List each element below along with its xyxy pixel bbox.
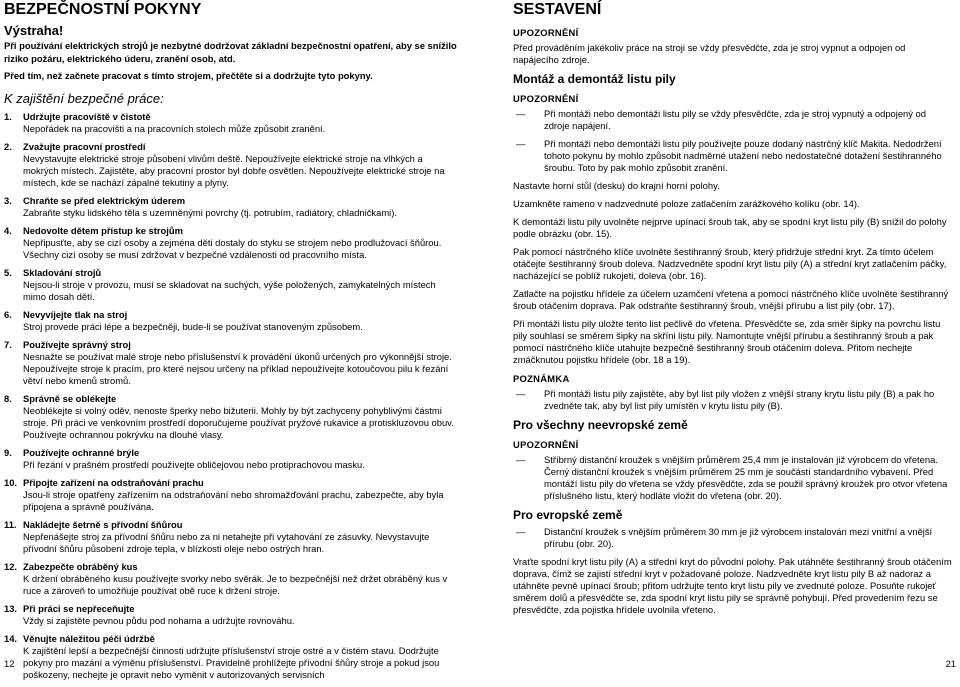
item-body: Nesnažte se používat malé stroje nebo příslušenství k provádění úkonů určených pro výkonnější stroje. Nepoužívejte stroje k pracím, pro které nejsou určeny na příklad nepoužívejte kotoučovou pilu k řezání větví nebo kmenů stromů. <box>23 351 452 386</box>
warning-heading: Výstraha! <box>4 23 64 38</box>
caution-label: UPOZORNĚNÍ <box>513 439 579 450</box>
item-body: K zajištění lepší a bezpečnější činnosti udržujte příslušenství stroje ostré a v čistém stavu. Dodržujte pokyny pro mazání a výměnu příslušenství. Pravidelně prohlížejte přívodní šňůry stroje a pokud jsou poškozeny, nechejte je opravit nebo vyměnit v autorizovaných servisních <box>23 645 440 680</box>
safety-item <box>4 393 460 441</box>
item-title: Skladování strojů <box>23 267 102 278</box>
safety-item <box>4 603 460 627</box>
caution-text: Před prováděním jakékoliv práce na stroji se vždy přesvědčte, zda je stroj vypnut a odpojen od napájecího zdroje. <box>513 42 906 65</box>
item-title: Udržujte pracoviště v čistotě <box>23 111 151 122</box>
dash-marker: — <box>516 138 526 149</box>
item-body: Nejsou-li stroje v provozu, musí se skladovat na suchých, výše položených, zamykatelných místech mimo dosah dětí. <box>23 279 436 302</box>
caution-label: UPOZORNĚNÍ <box>513 93 579 104</box>
dash-marker: — <box>516 388 526 399</box>
safety-item <box>4 477 460 513</box>
safety-item <box>4 561 460 597</box>
item-body: Nevystavujte elektrické stroje působení vlivům deště. Nepoužívejte elektrické stroje na vlhkých a mokrých místech. Zajistěte, aby pracovní prostor byl dobře osvětlen. Nepoužívejte elektrické stroje na místech, kde se nachází zápalné tekutiny a plyny. <box>23 153 445 188</box>
item-title: Připojte zařízení na odstraňování prachu <box>23 477 204 488</box>
paragraph: Zatlačte na pojistku hřídele za účelem uzamčení vřetena a pomocí nástrčného klíče uvolněte šestihranný šroub otáčením doprava. Pak odstraňte šestihranný šroub, vnější přírubu a list pily (obr. 17). <box>513 288 949 311</box>
item-number: 5. <box>4 267 12 278</box>
caution-label: UPOZORNĚNÍ <box>513 27 579 38</box>
item-number: 2. <box>4 141 12 152</box>
section-subtitle: K zajištění bezpečné práce: <box>4 91 164 106</box>
dash-marker: — <box>516 526 526 537</box>
item-title: Nedovolte dětem přístup ke strojům <box>23 225 183 236</box>
item-body: Nepřipusťte, aby se cizí osoby a zejména děti dostaly do styku se strojem nebo prodlužovací šňůrou. Všechny cizí osoby se musí zdržovat v bezpečné vzdálenosti od pracovního místa. <box>23 237 442 260</box>
item-number: 1. <box>4 111 12 122</box>
item-number: 8. <box>4 393 12 404</box>
safety-item <box>4 519 460 555</box>
item-title: Zvažujte pracovní prostředí <box>23 141 146 152</box>
item-title: Nakládejte šetrně s přívodní šňůrou <box>23 519 183 530</box>
item-number: 9. <box>4 447 12 458</box>
item-number: 7. <box>4 339 12 350</box>
item-number: 14. <box>4 633 18 644</box>
item-number: 13. <box>4 603 18 614</box>
page-title: BEZPEČNOSTNÍ POKYNY <box>4 1 202 18</box>
item-title: Při práci se nepřeceňujte <box>23 603 135 614</box>
item-body: Nepřenášejte stroj za přívodní šňůru nebo za ni netahejte při vytahování ze zásuvky. Nevystavujte přívodní šňůru působení zdroje tepla, v blízkosti oleje nebo ostrých hran. <box>23 531 430 554</box>
right-column <box>513 0 953 622</box>
intro-paragraph: Při používání elektrických strojů je nezbytné dodržovat základní bezpečnostní opatření, aby se snížilo riziko požáru, elektrického úderu, zranění osob, atd. <box>4 40 457 64</box>
item-body: Vždy si zajistěte pevnou půdu pod nohama a udržujte rovnováhu. <box>23 615 295 626</box>
section-title: SESTAVENÍ <box>513 1 602 18</box>
safety-item <box>4 447 460 471</box>
item-title: Věnujte náležitou péči údržbě <box>23 633 155 644</box>
item-number: 6. <box>4 309 12 320</box>
heading-blade-mounting: Montáž a demontáž listu pily <box>513 72 676 86</box>
item-body: Zabraňte styku lidského těla s uzemněnými povrchy (tj. potrubím, radiátory, chladničkami). <box>23 207 397 218</box>
dash-marker: — <box>516 454 526 465</box>
intro-paragraph-2: Před tím, než začnete pracovat s tímto strojem, přečtěte si a dodržujte tyto pokyny. <box>4 70 373 81</box>
safety-item <box>4 195 460 219</box>
safety-item <box>4 267 460 303</box>
heading-non-european: Pro všechny neevropské země <box>513 418 688 432</box>
item-body: Nepořádek na pracovišti a na pracovních stolech může způsobit zranění. <box>23 123 326 134</box>
paragraph: Vraťte spodní kryt listu pily (A) a střední kryt do původní polohy. Pak utáhněte šestihranný šroub otáčením doprava, čímž se zajistí střední kryt v požadované poloze. Nadzvedněte kryt listu pily B až nadoraz a utáhněte pevně upínací šroub; přitom udržujte tento kryt listu pily ve zvednuté poloze. Posuňte rukojeť směrem dolů a přesvědčte se, zda spodní kryt listu pily se správně pohybují. Před provedením řezu se přesvědčte, zda pojistka hřídele uvolnila vřeteno. <box>513 556 952 615</box>
heading-european: Pro evropské země <box>513 508 623 522</box>
item-title: Správně se oblékejte <box>23 393 117 404</box>
bullet-item: — Při montáži listu pily zajistěte, aby byl list pily vložen z vnější strany krytu listu pily (B) a pak ho zvedněte tak, aby byl list pily umístěn v krytu listu pily (B). <box>516 388 935 411</box>
safety-list <box>4 111 460 681</box>
item-body: Jsou-li stroje opatřeny zařízením na odstraňování nebo shromažďování prachu, zabezpečte, aby byla připojena a správně používána. <box>23 489 444 512</box>
item-title: Používejte správný stroj <box>23 339 131 350</box>
paragraph: Nastavte horní stůl (desku) do krajní horní polohy. <box>513 180 720 191</box>
dash-marker: — <box>516 108 526 119</box>
item-body: Při řezání v prašném prostředí používejte obličejovou nebo protiprachovou masku. <box>23 459 365 470</box>
paragraph: K demontáži listu pily uvolněte nejprve upínací šroub tak, aby se spodní kryt listu pily (B) snížil do polohy podle obrázku (obr. 15). <box>513 216 947 239</box>
paragraph: Pak pomocí nástrčného klíče uvolněte šestihranný šroub, který přidržuje střední kryt. Za tímto účelem otáčejte šestihranný šroub doleva. Nadzvedněte spodní kryt listu pily (A) a střední kryt zatlačením páčky, nacházející se poblíž rukojeti, doleva (obr. 16). <box>513 246 947 281</box>
item-number: 11. <box>4 519 17 530</box>
item-title: Nevyvíjejte tlak na stroj <box>23 309 128 320</box>
safety-item <box>4 309 460 333</box>
item-body: Stroj provede práci lépe a bezpečněji, bude-li se používat stanoveným způsobem. <box>23 321 363 332</box>
page-number-right: 21 <box>945 658 956 669</box>
item-body: K držení obráběného kusu používejte svorky nebo svěrák. Je to bezpečnější než držet obráběný kus v ruce a zároveň to umožňuje používat obě ruce k držení stroje. <box>23 573 448 596</box>
item-body: Neoblékejte si volný oděv, nenoste šperky nebo bižuterii. Mohly by být zachyceny pohyblivými částmi stroje. Při práci ve venkovním prostředí doporučujeme používat pryžové rukavice a protiskluzovou obuv. Používejte ochrannou pokrývku na dlouhé vlasy. <box>23 405 454 440</box>
bullet-item: — Stříbrný distanční kroužek s vnějším průměrem 25,4 mm je instalován již výrobcem do vřetena. Černý distanční kroužek s vnějším průměrem 25 mm je součástí standardního vybavení. Před montáží listu pily do vřetena se vždy přesvědčte, zda se použil správný kroužek pro otvor vřetena příslušného listu, který hodláte vložit do vřetena (obr. 20). <box>516 454 948 501</box>
bullet-item: — Při montáži nebo demontáži listu pily používejte pouze dodaný nástrčný klíč Makita. Nedodržení tohoto pokynu by mohlo způsobit nadměrné utažení nebo nedostatečné dotažení šestihranného šroubu. Toto by pak mohlo způsobit zranění. <box>516 138 942 173</box>
item-title: Zabezpečte obráběný kus <box>23 561 138 572</box>
item-title: Chraňte se před elektrickým úderem <box>23 195 186 206</box>
item-number: 12. <box>4 561 18 572</box>
item-number: 3. <box>4 195 12 206</box>
safety-item <box>4 111 460 135</box>
bullet-item: — Při montáži nebo demontáži listu pily se vždy přesvědčte, zda je stroj vypnutý a odpojený od zdroje napájení. <box>516 108 926 131</box>
paragraph: Uzamkněte rameno v nadzvednuté poloze zatlačením zarážkového kolíku (obr. 14). <box>513 198 860 209</box>
left-column <box>4 0 460 687</box>
paragraph: Při montáži listu pily uložte tento list pečlivě do vřetena. Přesvědčte se, zda směr šipky na povrchu listu pily souhlasí se směrem šipky na skříni listu pily. Namontujte vnější přírubu a šestihranný šroub a pak pomocí nástrčného klíče utahujte bezpečně šestihranný šroub otáčením doleva. Přitom nechejte zmáčknutou pojistku hřídele (obr. 18 a 19). <box>513 318 941 365</box>
page-number-left: 12 <box>4 658 15 669</box>
item-title: Používejte ochranné brýle <box>23 447 140 458</box>
safety-item <box>4 339 460 387</box>
safety-item <box>4 225 460 261</box>
item-number: 10. <box>4 477 18 488</box>
bullet-item: — Distanční kroužek s vnějším průměrem 30 mm je již výrobcem instalován mezi vnitřní a vnější přírubu (obr. 20). <box>516 526 933 549</box>
safety-item <box>4 633 460 681</box>
item-number: 4. <box>4 225 12 236</box>
safety-item <box>4 141 460 189</box>
note-label: POZNÁMKA <box>513 373 570 384</box>
